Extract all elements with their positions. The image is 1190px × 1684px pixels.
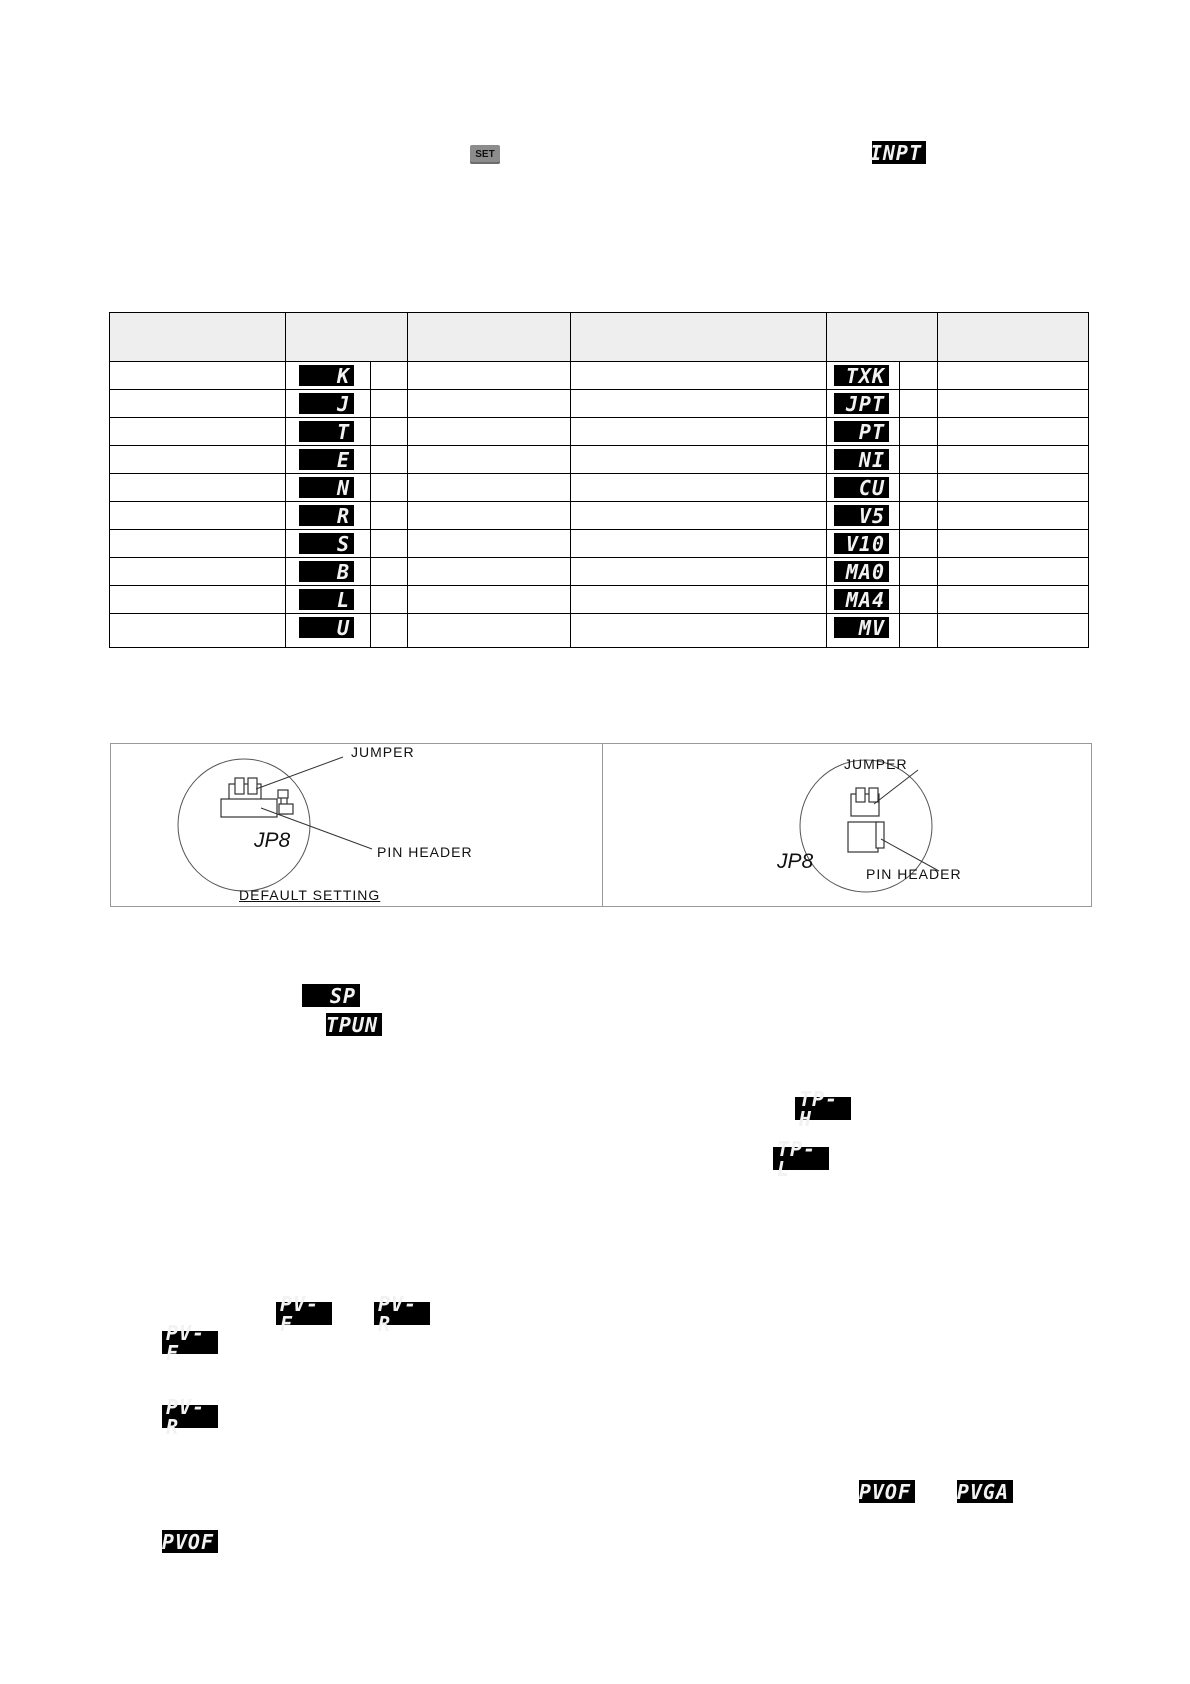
left-code-display-2: T: [299, 421, 354, 442]
tp-h-display: TP-H: [795, 1097, 851, 1120]
input-type-table: [109, 312, 1089, 648]
right-code-display-9: MV: [834, 617, 889, 638]
set-key-icon: [470, 145, 500, 164]
input-display: INPT: [872, 141, 926, 164]
left-code-display-6: S: [299, 533, 354, 554]
left-code-display-9: U: [299, 617, 354, 638]
left-code-display-4: N: [299, 477, 354, 498]
left-code-display-0: K: [299, 365, 354, 386]
right-code-display-8: MA4: [834, 589, 889, 610]
right-code-display-0: TXK: [834, 365, 889, 386]
right-code-display-3: NI: [834, 449, 889, 470]
jumper-label-right: JUMPER: [844, 756, 908, 772]
right-code-display-5: V5: [834, 505, 889, 526]
pv-f-display-2: PV-F: [162, 1331, 218, 1354]
tp-l-display: TP-L: [773, 1147, 829, 1170]
left-code-display-1: J: [299, 393, 354, 414]
jumper-figure: [110, 743, 1092, 907]
sp-display: SP: [302, 984, 360, 1007]
pin-header-label-left: PIN HEADER: [377, 844, 473, 860]
pv-r-display: PV-R: [374, 1302, 430, 1325]
right-code-display-2: PT: [834, 421, 889, 442]
left-code-display-7: B: [299, 561, 354, 582]
right-code-display-1: JPT: [834, 393, 889, 414]
jp8-label-right: JP8: [777, 850, 814, 873]
pv-f-display: PV-F: [276, 1302, 332, 1325]
left-code-display-3: E: [299, 449, 354, 470]
table-header: [110, 313, 1088, 361]
tpun-display: TPUN: [326, 1013, 382, 1036]
pvof-display-2: PVOF: [162, 1530, 218, 1553]
set-key-label: SET: [475, 149, 495, 160]
right-code-display-7: MA0: [834, 561, 889, 582]
right-code-display-6: V10: [834, 533, 889, 554]
right-code-display-4: CU: [834, 477, 889, 498]
default-setting-label: DEFAULT SETTING: [239, 887, 381, 903]
jumper-label-left: JUMPER: [351, 744, 415, 760]
pvof-display: PVOF: [859, 1480, 915, 1503]
pin-header-label-right: PIN HEADER: [866, 866, 962, 882]
left-code-display-5: R: [299, 505, 354, 526]
left-code-display-8: L: [299, 589, 354, 610]
pvga-display: PVGA: [957, 1480, 1013, 1503]
jp8-label-left: JP8: [254, 829, 291, 852]
pv-r-display-2: PV-R: [162, 1405, 218, 1428]
